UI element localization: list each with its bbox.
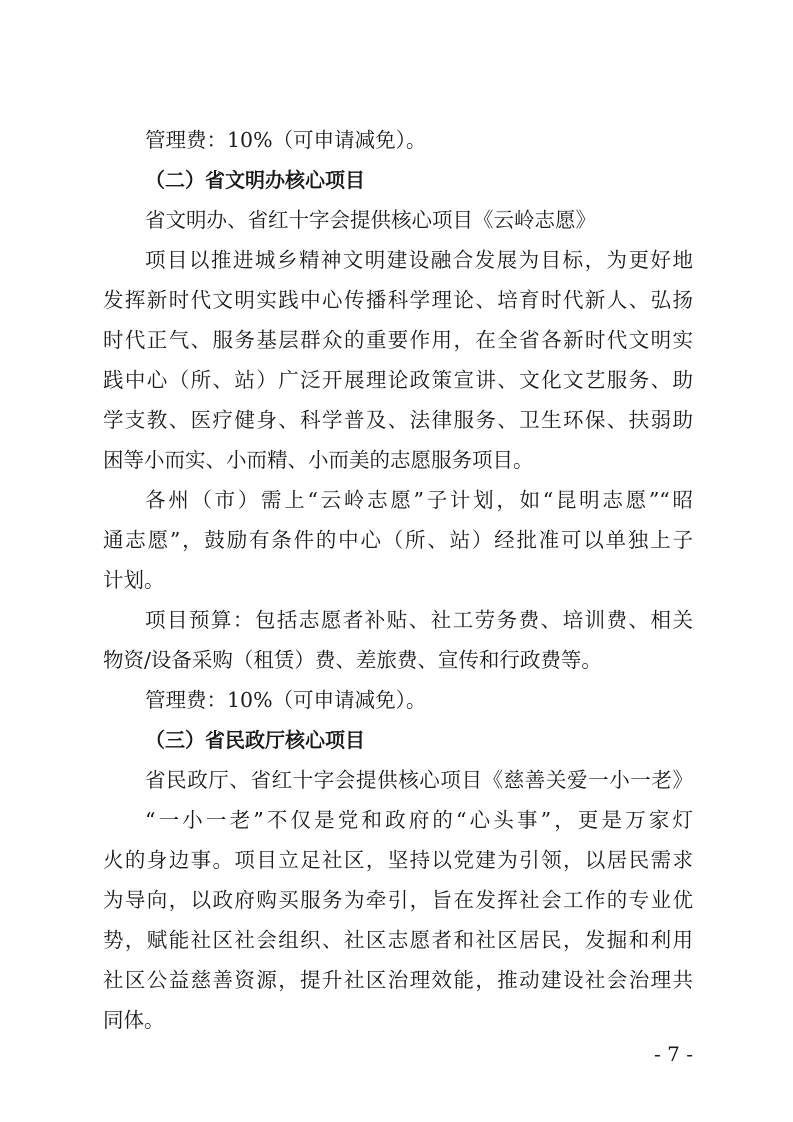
paragraph-line: 通志愿”，鼓励有条件的中心（所、站）经批准可以单独上子 xyxy=(103,528,693,552)
paragraph-line: 学支教、医疗健身、科学普及、法律服务、卫生环保、扶弱助 xyxy=(103,408,693,432)
section-heading-2: （二）省文明办核心项目 xyxy=(145,168,365,192)
section-heading-3: （三）省民政厅核心项目 xyxy=(145,728,365,752)
core-project-line-2: 省文明办、省红十字会提供核心项目《云岭志愿》 xyxy=(145,208,596,232)
paragraph-line: 火的身边事。项目立足社区，坚持以党建为引领，以居民需求 xyxy=(103,848,693,872)
paragraph-line: 发挥新时代文明实践中心传播科学理论、培育时代新人、弘扬 xyxy=(103,288,693,312)
paragraph-line: 为导向，以政府购买服务为牵引，旨在发挥社会工作的专业优 xyxy=(103,888,693,912)
paragraph-line: 各州（市）需上“云岭志愿”子计划，如“昆明志愿”“昭 xyxy=(145,488,693,512)
budget-line: 物资/设备采购（租赁）费、差旅费、宣传和行政费等。 xyxy=(103,648,602,672)
paragraph-line: 计划。 xyxy=(103,568,165,592)
paragraph-line: 同体。 xyxy=(103,1008,165,1032)
paragraph-line: 项目以推进城乡精神文明建设融合发展为目标，为更好地 xyxy=(145,248,693,272)
paragraph-line: 时代正气、服务基层群众的重要作用，在全省各新时代文明实 xyxy=(103,328,693,352)
paragraph-line: “一小一老”不仅是党和政府的“心头事”，更是万家灯 xyxy=(145,808,693,832)
paragraph-line: 势，赋能社区社会组织、社区志愿者和社区居民，发掘和利用 xyxy=(103,928,693,952)
paragraph-line: 践中心（所、站）广泛开展理论政策宣讲、文化文艺服务、助 xyxy=(103,368,693,392)
paragraph-line: 困等小而实、小而精、小而美的志愿服务项目。 xyxy=(103,448,534,472)
management-fee-line-1: 管理费：10%（可申请减免）。 xyxy=(145,128,427,152)
management-fee-line-2: 管理费：10%（可申请减免）。 xyxy=(145,688,427,712)
paragraph-line: 社区公益慈善资源，提升社区治理效能，推动建设社会治理共 xyxy=(103,968,693,992)
budget-line: 项目预算：包括志愿者补贴、社工劳务费、培训费、相关 xyxy=(145,608,693,632)
core-project-line-3: 省民政厅、省红十字会提供核心项目《慈善关爱一小一老》 xyxy=(145,768,693,792)
page-number: - 7 - xyxy=(654,1042,693,1066)
